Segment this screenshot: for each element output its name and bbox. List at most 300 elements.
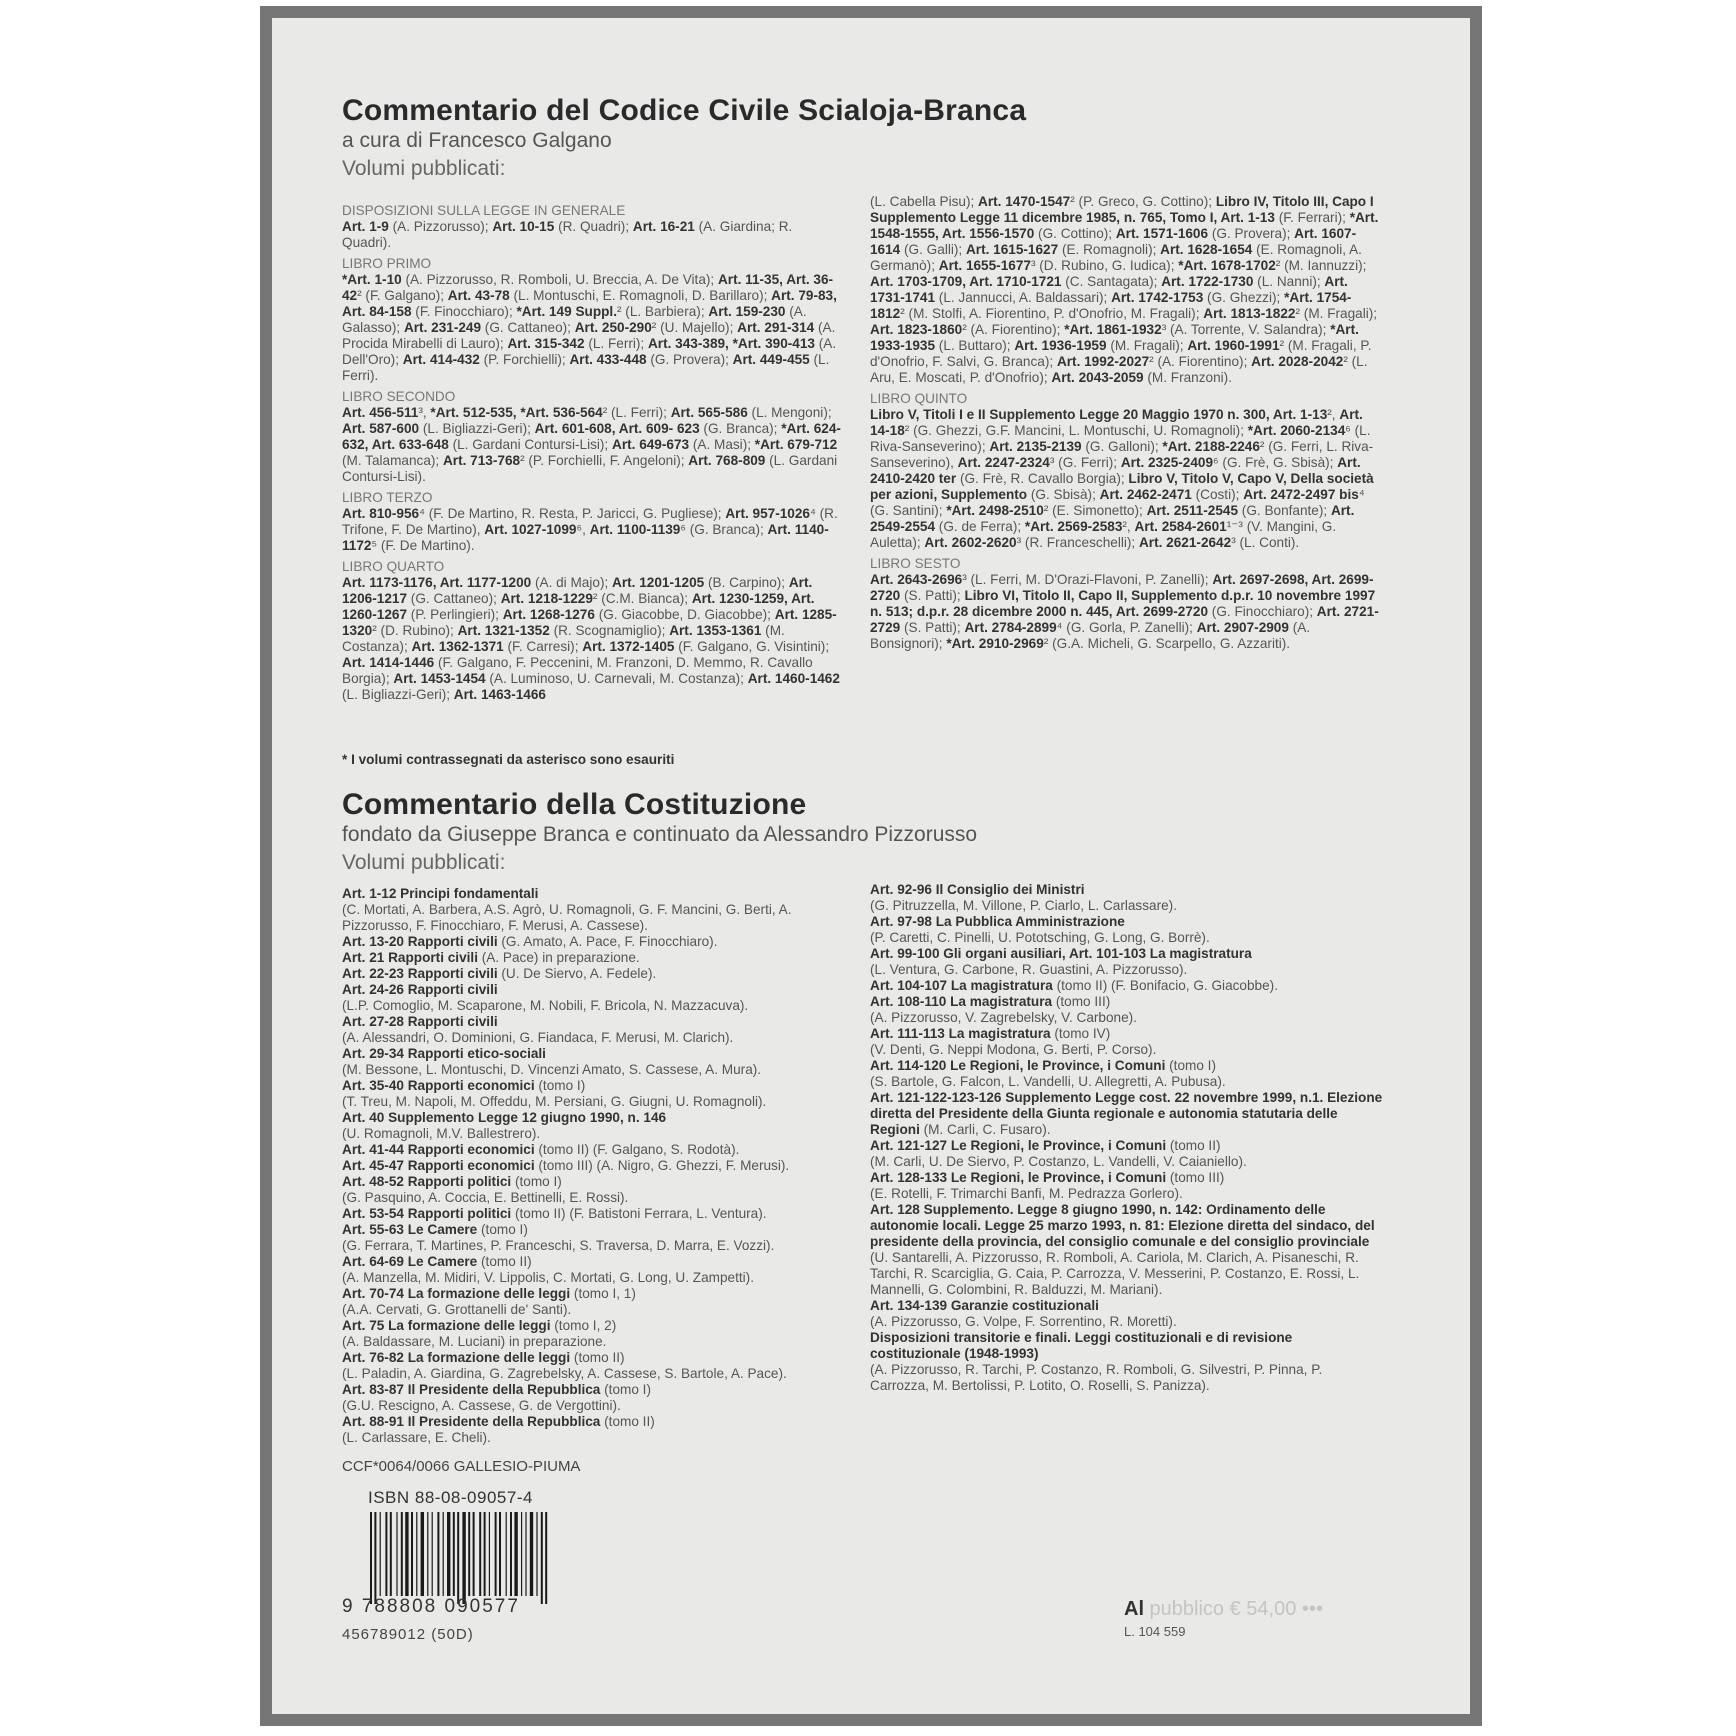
entry-text: (G. Amato, A. Pace, F. Finocchiaro). [497,934,718,949]
article-range: Art. 104-107 La magistratura [870,978,1053,993]
bibliography-entry [342,1366,842,1382]
entry-text: ² (D. Rubino); [372,623,458,638]
article-range: Art. 55-63 Le Camere [342,1222,478,1237]
bibliography-entry [342,1158,842,1174]
article-range: *Art. 679-712 [754,437,838,452]
costituzione-subtitle: fondato da Giuseppe Branca e continuato da Alessandro Pizzorusso [342,823,978,846]
article-range: Libro VI, Titolo II, Capo II, Supplemento d.p.r. 10 novembre 1997 n. 513; d.p.r. 28 dicembre 2000 n. 445, Art. 2699-2720 [870,588,1376,619]
article-range: Art. 713-768 [442,453,521,468]
article-range: *Art. 2060-2134 [1247,423,1346,438]
entry-text: (G. Frè, R. Cavallo Borgia); [956,471,1129,486]
bibliography-entry [342,1318,842,1334]
article-range: Art. 53-54 Rapporti politici [342,1206,512,1221]
entry-text: (tomo I) [600,1382,651,1397]
article-range: Art. 1218-1229 [500,591,593,606]
entry-text: (C. Mortati, A. Barbera, A.S. Agrò, U. Romagnoli, G. F. Mancini, G. Berti, A. Pizzorusso, F. Finocchiaro, F. Merusi, A. Cassese). [342,902,792,933]
article-range: Art. 231-249 [403,320,482,335]
article-range: Art. 2621-2642 [1138,535,1232,550]
entry-text: (A. Pizzorusso, V. Zagrebelsky, V. Carbone). [870,1010,1137,1025]
article-range: Art. 114-120 Le Regioni, le Province, i Comuni [870,1058,1166,1073]
entry-text: (Costi); [1191,487,1244,502]
bibliography-entry [870,1298,1384,1314]
article-range: Art. 1372-1405 [582,639,675,654]
bibliography-entry [870,194,1384,386]
article-range: Art. 1703-1709, Art. 1710-1721 [870,274,1062,289]
bibliography-entry [342,1206,842,1222]
entry-text: (F. Galgano, F. Peccenini, M. Franzoni, D. Memmo, R. Cavallo Borgia); [342,655,813,686]
article-range: Art. 43-78 [447,288,510,303]
article-range: Art. 10-15 [492,219,555,234]
entry-text: (G. Branca); [699,421,782,436]
entry-text: (L. Paladin, A. Giardina, G. Zagrebelsky, A. Cassese, S. Bartole, A. Pace). [342,1366,787,1381]
bibliography-entry [870,1330,1384,1362]
entry-text: (L. Mengoni); [747,405,832,420]
article-range: *Art. 1548-1555, Art. 1556-1570 [870,210,1379,241]
article-range: Art. 128 Supplemento. Legge 8 giugno 1990, n. 142: Ordinamento delle autonomie locali. Legge 25 marzo 1993, n. 81: Elezione diretta del sindaco, del presidente della provincia, del consiglio comunale e del consiglio provinciale [870,1202,1375,1249]
article-range: Art. 1823-1860 [870,322,963,337]
entry-text: ³ (L. Conti). [1231,535,1300,550]
entry-text: ³ (D. Rubino, G. Iudica); [1030,258,1179,273]
article-range: Art. 1742-1753 [1111,290,1204,305]
article-range: Art. 88-91 Il Presidente della Repubblica [342,1414,601,1429]
category-heading: LIBRO SECONDO [342,389,456,404]
article-range: Art. 14-18 [870,407,1363,438]
entry-text: (tomo II) [1166,1138,1221,1153]
article-range: Art. 449-455 [732,352,810,367]
article-range: *Art. 512-535, *Art. 536-564 [430,405,603,420]
article-range: Art. 99-100 Gli organi ausiliari, Art. 101-103 La magistratura [870,946,1252,961]
article-range: Art. 75 La formazione delle leggi [342,1318,551,1333]
entry-text: (tomo I) [1165,1058,1216,1073]
bibliography-entry [342,982,842,998]
article-range: *Art. 624-632, Art. 633-648 [342,421,841,452]
entry-text: (A. Pizzorusso, R. Romboli, U. Breccia, A. De Vita); [401,272,718,287]
article-range: Art. 1268-1276 [502,607,595,622]
entry-text: ² (G. Ghezzi, G.F. Mancini, L. Montuschi, U. Romagnoli); [904,423,1248,438]
costituzione-header [342,788,977,876]
entry-text: ² (M. Fragali); [1295,306,1378,321]
entry-text: ², [1122,519,1135,534]
entry-text: (T. Treu, M. Napoli, M. Offeddu, M. Persiani, G. Giugni, U. Romagnoli). [342,1094,767,1109]
entry-text: (A. Luminoso, U. Carnevali, M. Costanza); [485,671,748,686]
entry-text: (L. Gardani Contursi-Lisi); [448,437,612,452]
entry-text: (L. Ferri). [342,352,830,383]
entry-text: (L. Buttaro); [935,338,1015,353]
entry-text: ⁶ (G. Frè, G. Sbisà); [1213,455,1338,470]
entry-text: (tomo II) [477,1254,532,1269]
bibliography-entry [342,1254,842,1270]
bibliography-entry [342,934,842,950]
entry-text: (S. Bartole, G. Falcon, L. Vandelli, U. Allegretti, A. Pubusa). [870,1074,1226,1089]
category-heading: LIBRO QUINTO [870,391,968,406]
article-range: Art. 97-98 La Pubblica Amministrazione [870,914,1125,929]
article-range: Art. 601-608, Art. 609- 623 [534,421,700,436]
entry-text: ² (P. Forchielli, F. Angeloni); [520,453,689,468]
entry-text: (P. Perlingieri); [407,607,503,622]
bibliography-entry [870,1154,1384,1170]
bibliography-entry [342,966,842,982]
entry-text: (L. Montuschi, E. Romagnoli, D. Barillaro); [509,288,772,303]
article-range: Art. 21 Rapporti civili [342,950,478,965]
article-range: Art. 1140-1172 [342,522,829,553]
bibliography-entry [342,1174,842,1190]
entry-text: (G. Pasquino, A. Coccia, E. Bettinelli, E. Rossi). [342,1190,629,1205]
article-range: Art. 315-342 [507,336,585,351]
article-range: Art. 587-600 [342,421,420,436]
article-range: Art. 2472-2497 bis [1243,487,1359,502]
article-range: Art. 343-389, *Art. 390-413 [647,336,815,351]
article-range: Disposizioni transitorie e finali. Leggi costituzionali e di revisione costituzionale (1948-1993) [870,1330,1293,1361]
bibliography-entry [342,998,842,1014]
article-range: Art. 111-113 La magistratura [870,1026,1051,1041]
entry-text: (L. Carlassare, E. Cheli). [342,1430,491,1445]
bibliography-entry [342,1078,842,1094]
costituzione-title: Commentario della Costituzione [342,788,807,821]
bibliography-entry [870,1058,1384,1074]
article-range: Art. 2247-2324 [957,455,1050,470]
article-range: Art. 16-21 [632,219,695,234]
entry-text: ⁴ (G. Gorla, P. Zanelli); [1056,620,1197,635]
entry-text: (tomo IV) [1050,1026,1111,1041]
article-range: Art. 1460-1462 [747,671,840,686]
entry-text: (A. Giardina; R. Quadri). [342,219,793,250]
article-range: Art. 810-956 [342,506,420,521]
bibliography-entry [342,1430,842,1446]
entry-text: (U. Santarelli, A. Pizzorusso, R. Romboli, A. Cariola, M. Clarich, A. Pisaneschi, R. Tarchi, R. Scarciglia, G. Caia, P. Carrozza, V. Messerini, P. Costanzo, E. Rossi, L. Mannelli, G. Colombini, R. Balduzzi, M. Mariani). [870,1250,1360,1297]
entry-text: ⁴ (G. Santini); [870,487,1365,518]
article-range: Art. 128-133 Le Regioni, le Province, i Comuni [870,1170,1167,1185]
entry-text: ³ (L. Ferri, M. D'Orazi-Flavoni, P. Zanelli); [962,572,1213,587]
entry-text: (M. Carli, U. De Siervo, P. Costanzo, L. Vandelli, V. Caianiello). [870,1154,1247,1169]
article-range: Art. 1936-1959 [1014,338,1107,353]
entry-text: (M. Costanza); [342,623,785,654]
bibliography-entry [870,946,1384,962]
bibliography-entry [342,1190,842,1206]
bibliography-entry [870,1010,1384,1026]
article-range: Art. 2410-2420 ter [870,455,1361,486]
article-range: Art. 1628-1654 [1160,242,1253,257]
entry-text: ² (L. Ferri); [602,405,671,420]
bibliography-entry [342,1014,842,1030]
entry-text: (L. Cabella Pisu); [870,194,979,209]
entry-text: (A. Masi); [689,437,755,452]
entry-text: (A. Baldassare, M. Luciani) in preparazione. [342,1334,607,1349]
article-range: Art. 48-52 Rapporti politici [342,1174,512,1189]
entry-text: (G. Pitruzzella, M. Villone, P. Ciarlo, L. Carlassare). [870,898,1177,913]
entry-text: ² (M. Stolfi, A. Fiorentino, P. d'Onofrio, M. Fragali); [900,306,1204,321]
entry-text: (G. de Ferra); [935,519,1025,534]
entry-text: ³ (G. Ferri); [1049,455,1121,470]
article-range: Art. 2584-2601 [1134,519,1227,534]
article-range: Art. 2643-2696 [870,572,963,587]
article-range: Art. 2907-2909 [1196,620,1289,635]
category-heading: LIBRO SESTO [870,556,961,571]
bibliography-entry [870,1362,1384,1394]
entry-text: ² (U. Majello); [651,320,738,335]
entry-text: (R. Quadri); [554,219,633,234]
price-value: pubblico € 54,00 ••• [1144,1598,1323,1620]
entry-text: (G. Galli); [900,242,966,257]
bibliography-entry [342,405,842,485]
entry-text: (tomo I, 1) [570,1286,636,1301]
entry-text: (M. Franzoni). [1143,370,1232,385]
article-range: *Art. 1861-1932 [1064,322,1162,337]
article-range: Art. 1100-1139 [589,522,681,537]
bibliography-entry [342,886,842,902]
article-range: Art. 2135-2139 [989,439,1082,454]
entry-text: (L. Gardani Contursi-Lisi). [342,453,838,484]
article-range: *Art. 2498-2510 [946,503,1044,518]
article-range: Art. 1321-1352 [457,623,550,638]
entry-text: (L. Bigliazzi-Geri); [419,421,535,436]
article-range: Art. 1722-1730 [1161,274,1254,289]
entry-text: (C. Santagata); [1061,274,1162,289]
article-range: Art. 1615-1627 [965,242,1059,257]
bibliography-entry [870,407,1384,551]
article-range: Art. 433-448 [569,352,647,367]
article-range: Art. 957-1026 [725,506,810,521]
article-range: Art. 768-809 [688,453,766,468]
entry-text: ² (G.A. Micheli, G. Scarpello, G. Azzariti). [1043,636,1291,651]
article-range: *Art. 2188-2246 [1162,439,1260,454]
article-range: Art. 2602-2620 [924,535,1017,550]
bibliography-entry [870,1314,1384,1330]
entry-text: (A. Pizzorusso); [388,219,493,234]
bibliography-entry [342,1270,842,1286]
entry-text: (A. di Majo); [531,575,613,590]
entry-text: (G. Cattaneo); [407,591,501,606]
entry-text: ² (A. Fiorentino); [1149,354,1252,369]
entry-text: (A. Pizzorusso, R. Tarchi, P. Costanzo, R. Romboli, G. Silvestri, P. Pinna, P. Carrozza, M. Bertolissi, P. Lotito, O. Roselli, S. Panizza). [870,1362,1323,1393]
article-range: *Art. 149 Suppl. [516,304,617,319]
article-range: Art. 291-314 [737,320,815,335]
entry-text: ¹⁻³ (V. Mangini, G. Auletta); [870,519,1337,550]
article-range: Art. 1201-1205 [612,575,705,590]
entry-text: (M. Bessone, L. Montuschi, D. Vincenzi Amato, S. Cassese, A. Mura). [342,1062,762,1077]
article-range: *Art. 2910-2969 [946,636,1044,651]
article-range: *Art. 2569-2583 [1024,519,1123,534]
bibliography-entry [870,1186,1384,1202]
entry-text: (G.U. Rescigno, A. Cassese, G. de Vergottini). [342,1398,621,1413]
entry-text: (L. Bigliazzi-Geri); [342,687,454,702]
bibliography-entry [342,1030,842,1046]
article-range: Art. 1655-1677 [938,258,1031,273]
entry-text: (A. Pace) in preparazione. [477,950,640,965]
article-range: Art. 1-12 Principi fondamentali [342,886,539,901]
entry-text: (G. Cattaneo); [481,320,575,335]
entry-text: (tomo I) [534,1078,586,1093]
civile-title: Commentario del Codice Civile Scialoja-Branca [342,94,1027,127]
bibliography-entry [870,1074,1384,1090]
entry-text: (A. Bonsignori); [870,620,1311,651]
article-range: Art. 27-28 Rapporti civili [342,1014,498,1029]
entry-text: ⁶, [576,522,590,537]
article-range: *Art. 1-10 [342,272,402,287]
entry-text: ² (G. Ferri, L. Riva-Sanseverino), [870,439,1374,470]
article-range: Art. 134-139 Garanzie costituzionali [870,1298,1099,1313]
entry-text: (M. Carli, C. Fusaro). [919,1122,1051,1137]
bibliography-entry [342,950,842,966]
entry-text: (F. Carresi); [503,639,583,654]
bibliography-entry [870,1138,1384,1154]
entry-text: (U. De Siervo, A. Fedele). [497,966,657,981]
entry-text: (tomo I) [511,1174,562,1189]
article-range: Art. 1206-1217 [342,575,813,606]
article-range: Libro V, Titoli I e II Supplemento Legge 20 Maggio 1970 n. 300, Art. 1-13 [870,407,1328,422]
article-range: Art. 159-230 [708,304,786,319]
article-range: Art. 1470-1547 [978,194,1071,209]
entry-text: (B. Carpino); [704,575,789,590]
article-range: Art. 2697-2698, Art. 2699-2720 [870,572,1374,603]
article-range: Art. 35-40 Rapporti economici [342,1078,535,1093]
article-range: Art. 29-34 Rapporti etico-sociali [342,1046,546,1061]
category-heading: LIBRO QUARTO [342,559,445,574]
bibliography-entry [870,914,1384,930]
article-range: Art. 2784-2899 [964,620,1057,635]
article-range: Art. 121-122-123-126 Supplemento Legge cost. 22 novembre 1999, n.1. Elezione diretta del Presidente della Giunta regionale e autonomia statutaria delle Regioni [870,1090,1383,1137]
entry-text: (tomo II) (F. Batistoni Ferrara, L. Ventura). [511,1206,767,1221]
entry-text: ⁶ (L. Riva-Sanseverino); [870,423,1371,454]
article-range: Art. 1960-1991 [1187,338,1280,353]
entry-text: ² (C.M. Bianca); [592,591,692,606]
bibliography-entry [870,898,1384,914]
entry-text: ², [1327,407,1340,422]
bibliography-entry [342,1046,842,1062]
article-range: Art. 79-83, Art. 84-158 [342,288,837,319]
entry-text: (G. Ghezzi); [1203,290,1285,305]
entry-text: (S. Patti); [900,620,965,635]
bibliography-entry [870,930,1384,946]
entry-text: (F. Finocchiaro); [411,304,517,319]
entry-text: (L. Nanni); [1253,274,1325,289]
entry-text: ² (L. Aru, E. Moscati, P. d'Onofrio); [870,354,1368,385]
entry-text: (E. Rotelli, F. Trimarchi Banfi, M. Pedrazza Gorlero). [870,1186,1183,1201]
entry-text: (A. Manzella, M. Midiri, V. Lippolis, C. Mortati, G. Long, U. Zampetti). [342,1270,754,1285]
entry-text: (M. Fragali); [1106,338,1188,353]
article-range: Art. 1027-1099 [484,522,577,537]
bibliography-entry [342,1398,842,1414]
entry-text: ² (M. Iannuzzi); [1275,258,1367,273]
entry-text: ² (P. Greco, G. Cottino); [1070,194,1216,209]
article-range: Art. 1992-2027 [1056,354,1150,369]
bibliography-entry [870,882,1384,898]
price-prefix: Al [1124,1598,1144,1620]
article-range: Art. 2325-2409 [1120,455,1214,470]
entry-text: (F. Galgano, G. Visintini); [674,639,830,654]
costituzione-published-label: Volumi pubblicati: [342,851,506,874]
costituzione-right-column [870,882,1384,1394]
article-range: Art. 13-20 Rapporti civili [342,934,498,949]
article-range: Art. 1173-1176, Art. 1177-1200 [342,575,532,590]
asterisk-note: * I volumi contrassegnati da asterisco sono esauriti [342,752,675,767]
article-range: Art. 1230-1259, Art. 1260-1267 [342,591,815,622]
bibliography-entry [342,219,842,251]
article-range: *Art. 1933-1935 [870,322,1359,353]
article-range: Art. 2028-2042 [1251,354,1344,369]
bibliography-entry [342,1062,842,1078]
bibliography-entry [870,1250,1384,1298]
entry-text: (A. Pizzorusso, G. Volpe, F. Sorrentino, R. Moretti). [870,1314,1177,1329]
entry-text: (L.P. Comoglio, M. Scaparone, M. Nobili, F. Bricola, N. Mazzacuva). [342,998,749,1013]
entry-text: ³ (R. Franceschelli); [1016,535,1139,550]
bibliography-entry [342,1110,842,1126]
article-range: Art. 2043-2059 [1051,370,1144,385]
article-range: Art. 1463-1466 [453,687,546,702]
bibliography-entry [870,1042,1384,1058]
article-range: Art. 649-673 [612,437,690,452]
article-range: Art. 1-9 [342,219,389,234]
entry-text: (tomo III) (A. Nigro, G. Ghezzi, F. Merusi). [534,1158,790,1173]
bibliography-entry [870,1202,1384,1250]
entry-text: (U. Romagnoli, M.V. Ballestrero). [342,1126,541,1141]
bibliography-entry [342,1302,842,1318]
article-range: Art. 11-35, Art. 36-42 [342,272,834,303]
bibliography-entry [870,572,1384,652]
entry-text: ² (A. Fiorentino); [962,322,1065,337]
entry-text: (V. Denti, G. Neppi Modona, G. Berti, P. Corso). [870,1042,1157,1057]
bibliography-entry [342,1350,842,1366]
bibliography-entry [342,902,842,934]
bibliography-entry [870,1026,1384,1042]
bibliography-entry [342,1142,842,1158]
entry-text: ⁶ (G. Branca); [680,522,768,537]
article-range: Art. 2721-2729 [870,604,1379,635]
entry-text: (L. Jannucci, A. Baldassari); [935,290,1112,305]
article-range: Art. 2511-2545 [1146,503,1239,518]
bibliography-entry [342,1126,842,1142]
entry-text: ⁴ (F. De Martino, R. Resta, P. Jaricci, G. Pugliese); [419,506,726,521]
category-heading: LIBRO TERZO [342,490,433,505]
bibliography-entry [342,1382,842,1398]
entry-text: (tomo II) [600,1414,655,1429]
entry-text: ² (E. Simonetto); [1043,503,1147,518]
entry-text: (A. Galasso); [342,304,807,335]
internal-code: 456789012 (50D) [342,1626,474,1643]
entry-text: (G. Provera); [1208,226,1295,241]
barcode [368,1512,558,1604]
article-range: Art. 1731-1741 [870,274,1348,305]
entry-text: (F. Ferrari); [1274,210,1350,225]
entry-text: (tomo I) [477,1222,528,1237]
entry-text: (tomo II) (F. Bonifacio, G. Giacobbe). [1052,978,1278,993]
entry-text: (tomo III) [1166,1170,1225,1185]
entry-text: (E. Romagnoli); [1058,242,1161,257]
entry-text: (S. Patti); [900,588,965,603]
entry-text: ² (L. Barbiera); [616,304,709,319]
article-range: *Art. 1754-1812 [870,290,1352,321]
entry-text: (P. Forchielli); [479,352,570,367]
entry-text: (G. Ferrara, T. Martines, P. Franceschi, S. Traversa, D. Marra, E. Vozzi). [342,1238,775,1253]
article-range: Art. 414-432 [402,352,480,367]
entry-text: (E. Romagnoli, A. Germanò); [870,242,1362,273]
entry-text: (G. Bonfante); [1238,503,1331,518]
article-range: Art. 1571-1606 [1115,226,1209,241]
article-range: Art. 83-87 Il Presidente della Repubblica [342,1382,601,1397]
article-range: Art. 40 Supplemento Legge 12 giugno 1990, n. 146 [342,1110,667,1125]
entry-text: ⁴ (R. Trifone, F. De Martino), [342,506,838,537]
bibliography-entry [342,1286,842,1302]
catalog-code: CCF*0064/0066 GALLESIO-PIUMA [342,1458,581,1475]
entry-text: (A. Procida Mirabelli di Lauro); [342,320,836,351]
entry-text: (L. Ventura, G. Carbone, R. Guastini, A. Pizzorusso). [870,962,1188,977]
entry-text: ³, [418,405,431,420]
entry-text: (G. Sbisà); [1027,487,1100,502]
article-range: Art. 565-586 [670,405,748,420]
article-range: Art. 22-23 Rapporti civili [342,966,498,981]
article-range: Art. 1285-1320 [342,607,837,638]
article-range: Art. 92-96 Il Consiglio dei Ministri [870,882,1085,897]
bibliography-entry [870,978,1384,994]
